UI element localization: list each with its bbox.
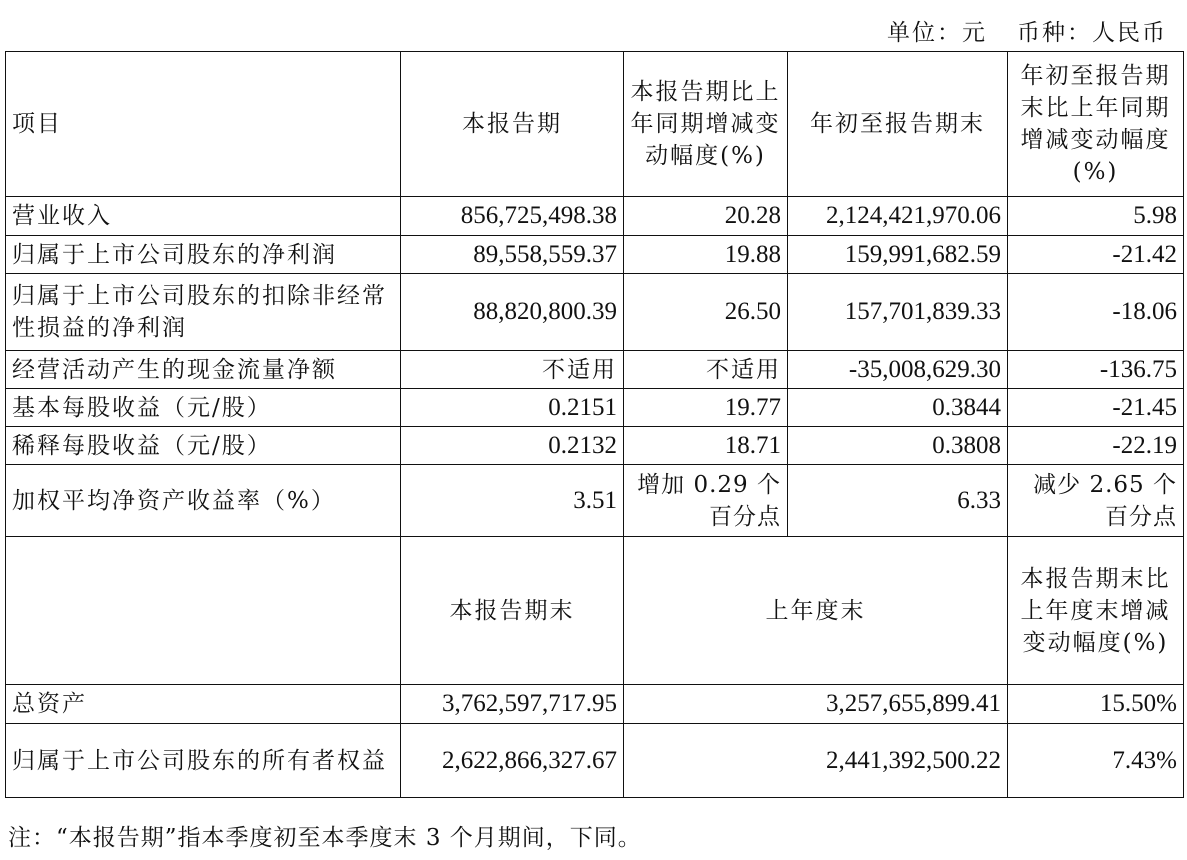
row-ytd: 159,991,682.59 [788,236,1008,274]
table-header-row [6,52,1184,197]
row-current-change: 19.77 [624,389,788,427]
row-current-change: 18.71 [624,427,788,465]
header-current-period: 本报告期 [401,52,624,197]
row-ytd-change: -21.42 [1008,236,1184,274]
table-row [6,351,1184,389]
row-item: 归属于上市公司股东的扣除非经常性损益的净利润 [6,274,401,351]
table-row [6,389,1184,427]
row-ytd-change: 5.98 [1008,197,1184,236]
table-row [6,236,1184,274]
row-ytd: 0.3808 [788,427,1008,465]
row-item: 经营活动产生的现金流量净额 [6,351,401,389]
header2-prior-year-end: 上年度末 [624,537,1008,685]
financial-data-table [5,51,1184,798]
header2-item [6,537,401,685]
row2-prior-year-end: 3,257,655,899.41 [624,685,1008,724]
header-item: 项目 [6,52,401,197]
row-item: 加权平均净资产收益率（%） [6,465,401,537]
row-item: 基本每股收益（元/股） [6,389,401,427]
unit-currency-line [887,14,1167,47]
row-ytd: 0.3844 [788,389,1008,427]
table-row [6,197,1184,236]
footnote: 注：“本报告期”指本季度初至本季度末 3 个月期间，下同。 [8,825,642,851]
row-current-change: 增加 0.29 个百分点 [624,465,788,537]
table-header-row-2 [6,537,1184,685]
row-ytd: -35,008,629.30 [788,351,1008,389]
row-ytd: 6.33 [788,465,1008,537]
header2-period-end: 本报告期末 [401,537,624,685]
row-current: 0.2151 [401,389,624,427]
row-current: 不适用 [401,351,624,389]
row-current: 3.51 [401,465,624,537]
row-item: 营业收入 [6,197,401,236]
row-ytd: 157,701,839.33 [788,274,1008,351]
table-row [6,685,1184,724]
row-ytd-change: -21.45 [1008,389,1184,427]
row2-change: 15.50% [1008,685,1184,724]
row2-period-end: 3,762,597,717.95 [401,685,624,724]
header-current-change: 本报告期比上年同期增减变动幅度(%) [624,52,788,197]
row-ytd-change: -18.06 [1008,274,1184,351]
row-ytd-change: -136.75 [1008,351,1184,389]
row2-item: 总资产 [6,685,401,724]
unit-label: 单位：元 [887,20,987,46]
row-current: 0.2132 [401,427,624,465]
row-current: 856,725,498.38 [401,197,624,236]
table-row [6,427,1184,465]
row-current: 89,558,559.37 [401,236,624,274]
row-ytd: 2,124,421,970.06 [788,197,1008,236]
header-ytd-change: 年初至报告期末比上年同期增减变动幅度(%) [1008,52,1184,197]
row2-prior-year-end: 2,441,392,500.22 [624,724,1008,798]
row-current-change: 20.28 [624,197,788,236]
row-current-change: 不适用 [624,351,788,389]
row-ytd-change: 减少 2.65 个百分点 [1008,465,1184,537]
currency-label: 币种：人民币 [1017,20,1167,46]
row-item: 稀释每股收益（元/股） [6,427,401,465]
table-row [6,465,1184,537]
row-current: 88,820,800.39 [401,274,624,351]
row-item: 归属于上市公司股东的净利润 [6,236,401,274]
row-current-change: 26.50 [624,274,788,351]
row-ytd-change: -22.19 [1008,427,1184,465]
row2-change: 7.43% [1008,724,1184,798]
table-row [6,274,1184,351]
row2-period-end: 2,622,866,327.67 [401,724,624,798]
row2-item: 归属于上市公司股东的所有者权益 [6,724,401,798]
table-row [6,724,1184,798]
row-current-change: 19.88 [624,236,788,274]
header2-change: 本报告期末比上年度末增减变动幅度(%) [1008,537,1184,685]
header-ytd: 年初至报告期末 [788,52,1008,197]
